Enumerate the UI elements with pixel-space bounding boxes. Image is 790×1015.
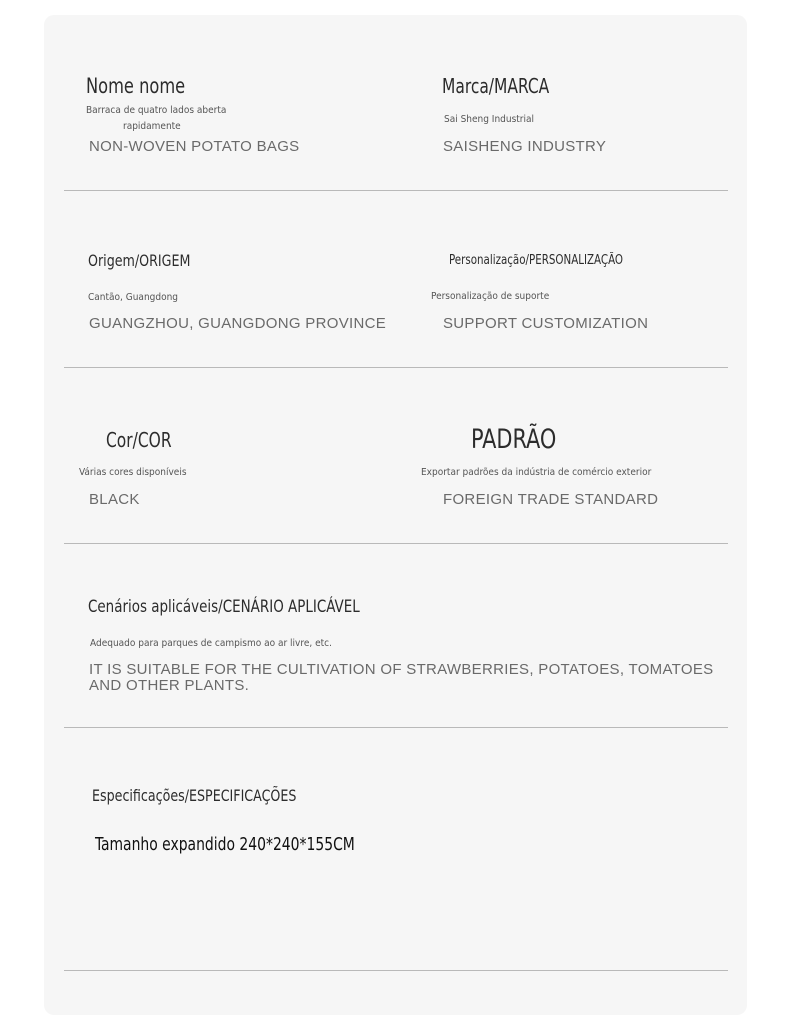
personalizacao-value: SUPPORT CUSTOMIZATION xyxy=(443,315,649,332)
origem-value: GUANGZHOU, GUANGDONG PROVINCE xyxy=(89,315,387,332)
origem-title: Origem/ORIGEM xyxy=(88,251,191,270)
padrao-value: FOREIGN TRADE STANDARD xyxy=(443,491,659,508)
cenarios-title: Cenários aplicáveis/CENÁRIO APLICÁVEL xyxy=(88,597,360,617)
cenarios-value-line2: AND OTHER PLANTS. xyxy=(89,677,250,694)
nome-title: Nome nome xyxy=(86,74,186,98)
marca-value: SAISHENG INDUSTRY xyxy=(443,138,607,155)
personalizacao-title: Personalização/PERSONALIZAÇÃO xyxy=(449,253,624,268)
especificacoes-title: Especificações/ESPECIFICAÇÕES xyxy=(92,786,297,805)
cenarios-subtitle: Adequado para parques de campismo ao ar livre, etc. xyxy=(90,638,332,649)
divider xyxy=(64,367,728,368)
especificacoes-value: Tamanho expandido 240*240*155CM xyxy=(95,834,355,855)
cenarios-value-line1: IT IS SUITABLE FOR THE CULTIVATION OF STRAWBERRIES, POTATOES, TOMATOES xyxy=(89,661,714,678)
nome-subtitle-line1: Barraca de quatro lados aberta xyxy=(86,105,227,116)
cor-title: Cor/COR xyxy=(106,428,172,452)
nome-subtitle-line2: rapidamente xyxy=(123,121,181,132)
divider xyxy=(64,970,728,971)
origem-subtitle: Cantão, Guangdong xyxy=(88,292,178,303)
spec-card xyxy=(44,15,747,1015)
nome-value: NON-WOVEN POTATO BAGS xyxy=(89,138,300,155)
cor-subtitle: Várias cores disponíveis xyxy=(79,467,187,478)
marca-subtitle: Sai Sheng Industrial xyxy=(444,114,534,125)
divider xyxy=(64,727,728,728)
padrao-subtitle: Exportar padrões da indústria de comércio exterior xyxy=(421,467,652,478)
divider xyxy=(64,190,728,191)
marca-title: Marca/MARCA xyxy=(442,74,550,98)
personalizacao-subtitle: Personalização de suporte xyxy=(431,291,550,302)
cor-value: BLACK xyxy=(89,491,140,508)
divider xyxy=(64,543,728,544)
padrao-title: PADRÃO xyxy=(471,424,557,455)
